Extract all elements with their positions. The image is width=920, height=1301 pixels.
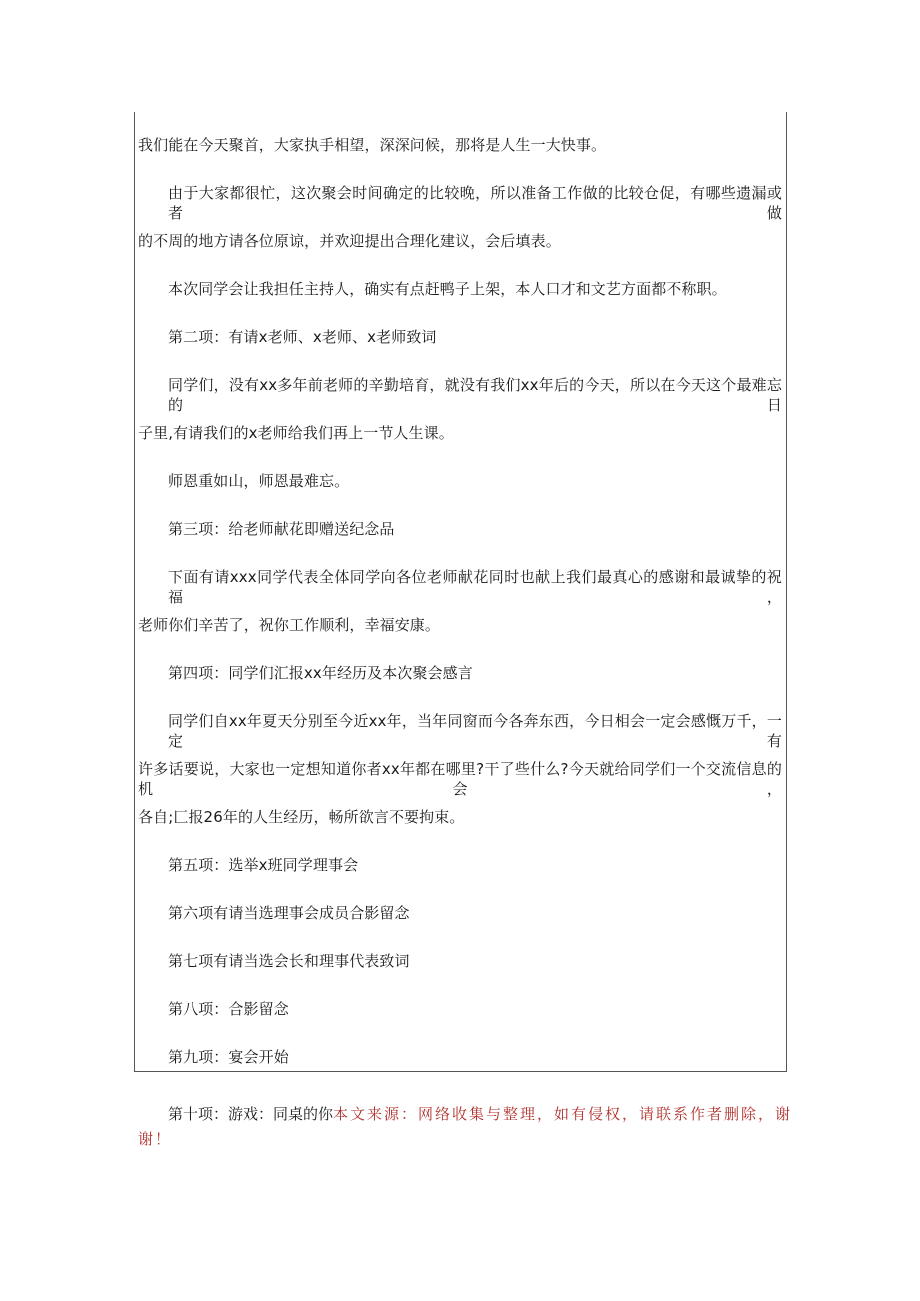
paragraph: 的不周的地方请各位原谅，并欢迎提出合理化建议，会后填表。: [138, 232, 561, 250]
paragraph: 我们能在今天聚首，大家执手相望，深深问候，那将是人生一大快事。: [138, 136, 607, 154]
paragraph: 下面有请xxx同学代表全体同学向各位老师献花同时也献上我们最真心的感谢和最诚挚的祝福，: [168, 568, 782, 606]
footer-item: 第十项：游戏：同桌的你: [168, 1105, 334, 1123]
paragraph: 由于大家都很忙，这次聚会时间确定的比较晚，所以准备工作做的比较仓促，有哪些遗漏或者做: [168, 184, 782, 222]
section-heading: 第六项有请当选理事会成员合影留念: [168, 904, 410, 922]
source-notice: 本文来源：网络收集与整理，如有侵权，请联系作者删除，谢: [333, 1105, 793, 1123]
source-notice-continued: 谢！: [138, 1130, 173, 1148]
section-heading: 第九项：宴会开始: [168, 1048, 289, 1066]
paragraph: 本次同学会让我担任主持人，确实有点赶鸭子上架，本人口才和文艺方面都不称职。: [168, 280, 727, 298]
paragraph: 子里,有请我们的x老师给我们再上一节人生课。: [138, 424, 454, 442]
paragraph: 许多话要说，大家也一定想知道你者xx年都在哪里?干了些什么?今天就给同学们一个交流信息的机会，: [138, 760, 782, 798]
section-heading: 第五项：选举x班同学理事会: [168, 856, 359, 874]
paragraph: 老师你们辛苦了，祝你工作顺利，幸福安康。: [138, 616, 441, 634]
section-heading: 第四项：同学们汇报xx年经历及本次聚会感言: [168, 664, 473, 682]
paragraph: 同学们，没有xx多年前老师的辛勤培育，就没有我们xx年后的今天，所以在今天这个最难忘的日: [168, 376, 782, 414]
paragraph: 各自;匚报26年的人生经历，畅所欲言不要拘束。: [138, 808, 465, 826]
section-heading: 第七项有请当选会长和理事代表致词: [168, 952, 410, 970]
section-heading: 第二项：有请x老师、x老师、x老师致词: [168, 328, 437, 346]
section-heading: 第八项：合影留念: [168, 1000, 289, 1018]
paragraph: 同学们自xx年夏天分别至今近xx年，当年同窗而今各奔东西，今日相会一定会感慨万千，一定有: [168, 712, 782, 750]
section-heading: 第三项：给老师献花即赠送纪念品: [168, 520, 395, 538]
paragraph: 师恩重如山，师恩最难忘。: [168, 472, 350, 490]
footer-line-1: [168, 1104, 792, 1124]
